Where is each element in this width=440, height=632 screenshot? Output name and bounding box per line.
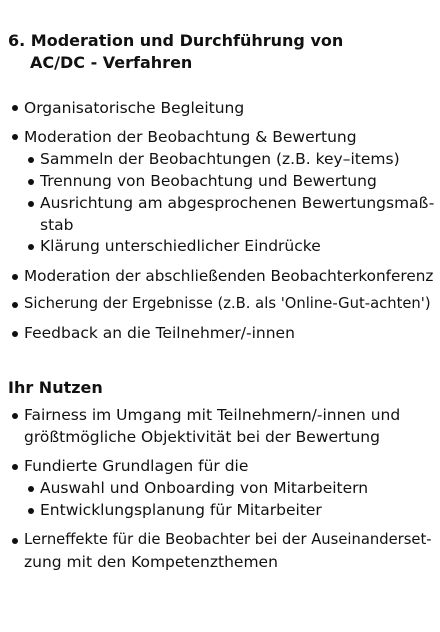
list-item-continuation: zung mit den Kompetenzthemen [24,553,278,571]
list-item: Fairness im Umgang mit Teilnehmern/-innen und [24,406,401,424]
sub-list-item: Sammeln der Beobachtungen (z.B. key–items) [40,150,400,168]
sub-list-item: Ausrichtung am abgesprochenen Bewertungsmaß- [40,194,435,212]
sub-list-item: Klärung unterschiedlicher Eindrücke [40,237,321,255]
sub-list-item: Auswahl und Onboarding von Mitarbeitern [40,479,369,497]
bullet-icon [12,134,18,140]
list-item-continuation: größtmögliche Objektivität bei der Bewertung [24,428,380,446]
benefits-title: Ihr Nutzen [8,378,103,397]
bullet-icon [12,302,18,308]
bullet-icon [28,508,34,514]
sub-list-item: Trennung von Beobachtung und Bewertung [40,172,377,190]
bullet-icon [12,331,18,337]
bullet-icon [28,157,34,163]
sub-list-item: Entwicklungsplanung für Mitarbeiter [40,501,322,519]
bullet-icon [12,464,18,470]
list-item: Moderation der Beobachtung & Bewertung [24,128,357,146]
list-item: Sicherung der Ergebnisse (z.B. als 'Online-Gut-achten') [24,295,431,312]
section-title-line1: 6. Moderation und Durchführung von [8,31,344,50]
list-item: Fundierte Grundlagen für die [24,457,249,475]
list-item: Moderation der abschließenden Beobachterkonferenz [24,267,434,285]
bullet-icon [28,486,34,492]
sub-list-item-continuation: stab [40,216,74,234]
list-item: Lerneffekte für die Beobachter bei der Auseinanderset- [24,531,432,548]
list-item: Organisatorische Begleitung [24,99,245,117]
bullet-icon [12,105,18,111]
bullet-icon [12,413,18,419]
bullet-icon [28,179,34,185]
bullet-icon [28,201,34,207]
list-item: Feedback an die Teilnehmer/-innen [24,324,295,342]
bullet-icon [28,244,34,250]
bullet-icon [12,538,18,544]
bullet-icon [12,274,18,280]
section-title-line2: AC/DC - Verfahren [30,53,193,72]
